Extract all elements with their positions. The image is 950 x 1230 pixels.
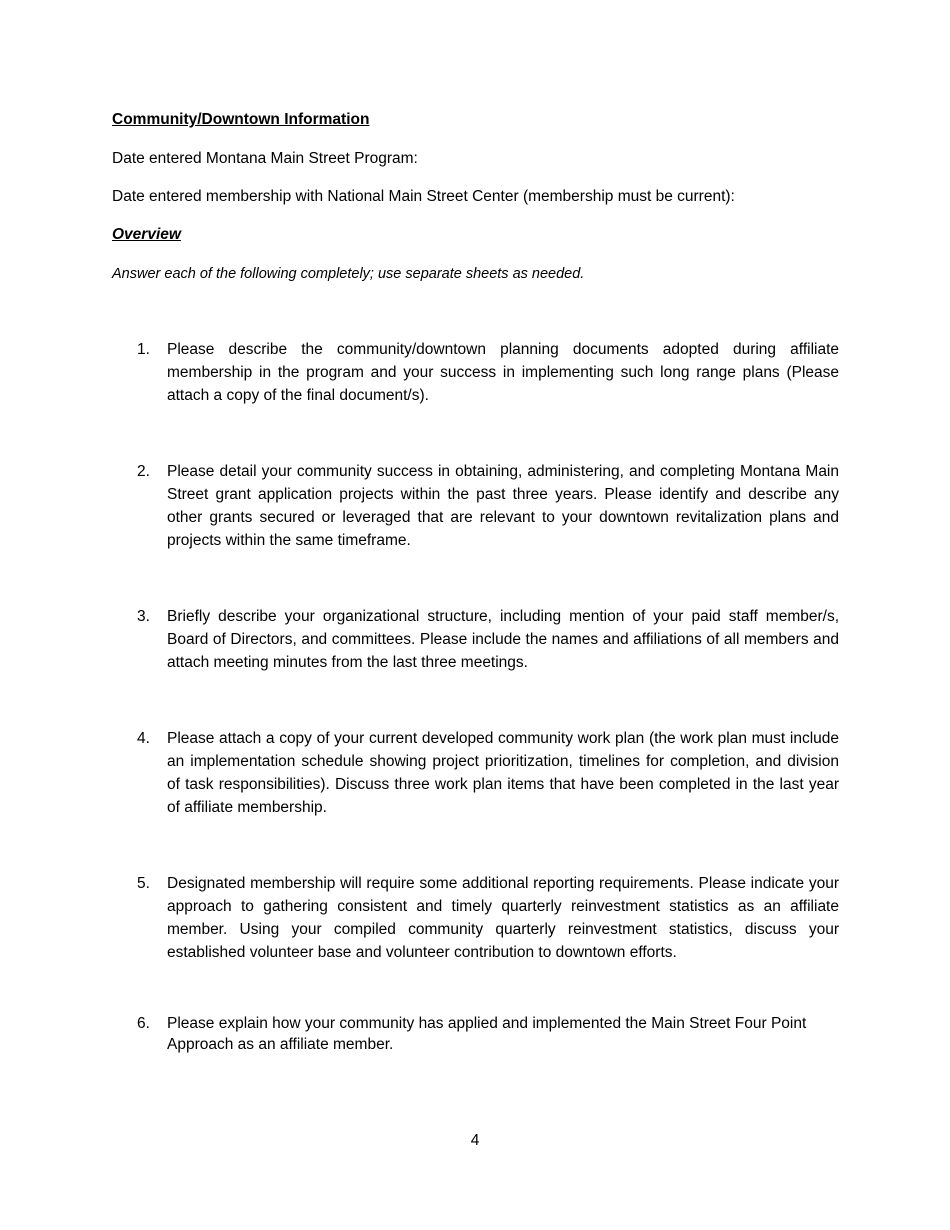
- question-text: Please detail your community success in obtaining, administering, and completing Montana Main Street grant application projects within the past three years. Please identify and describe any other grants secured or leveraged that are relevant to your downtown revitalization plans and projects within the same timeframe.: [167, 463, 839, 549]
- question-number: 5.: [137, 875, 150, 892]
- date-entered-membership-label: Date entered membership with National Main Street Center (membership must be current):: [112, 188, 735, 205]
- question-number: 1.: [137, 341, 150, 358]
- question-item-4: [137, 727, 839, 819]
- question-number: 6.: [137, 1015, 150, 1032]
- page-number: 4: [470, 1132, 480, 1149]
- question-number: 2.: [137, 463, 150, 480]
- overview-heading: Overview: [112, 226, 181, 243]
- question-number: 4.: [137, 730, 150, 747]
- question-item-1: [137, 338, 839, 407]
- question-text: Please describe the community/downtown planning documents adopted during affiliate membership in the program and your success in implementing such long range plans (Please attach a copy of the final document/s).: [167, 341, 839, 404]
- question-text: Please attach a copy of your current developed community work plan (the work plan must include an implementation schedule showing project prioritization, timelines for completion, and division of task responsibilities). Discuss three work plan items that have been completed in the last year of affiliate membership.: [167, 730, 839, 816]
- instructions-text: Answer each of the following completely; use separate sheets as needed.: [112, 266, 585, 282]
- question-number: 3.: [137, 608, 150, 625]
- question-item-6: [137, 1013, 839, 1055]
- question-item-2: [137, 460, 839, 552]
- section-title: Community/Downtown Information: [112, 111, 370, 128]
- question-text: Briefly describe your organizational structure, including mention of your paid staff member/s, Board of Directors, and committees. Please include the names and affiliations of all members and attach meeting minutes from the last three meetings.: [167, 608, 839, 671]
- question-item-3: [137, 605, 839, 674]
- question-text: Please explain how your community has applied and implemented the Main Street Four Point Approach as an affiliate member.: [167, 1015, 807, 1053]
- question-item-5: [137, 872, 839, 964]
- question-text: Designated membership will require some additional reporting requirements. Please indicate your approach to gathering consistent and timely quarterly reinvestment statistics as an affiliate member. Using your compiled community quarterly reinvestment statistics, discuss your established volunteer base and volunteer contribution to downtown efforts.: [167, 875, 839, 961]
- date-entered-program-label: Date entered Montana Main Street Program:: [112, 150, 418, 167]
